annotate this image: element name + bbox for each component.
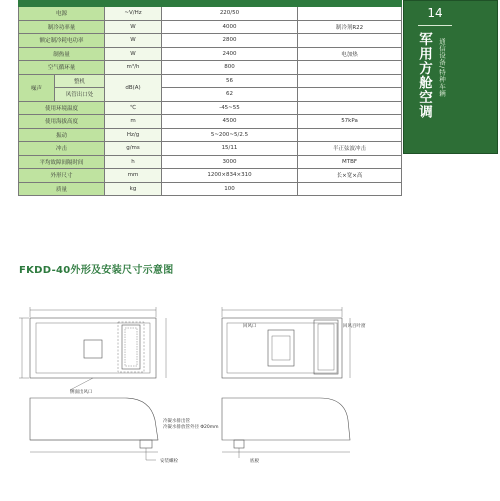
table-row: 使用环境温度 ℃ -45~55 xyxy=(19,101,402,115)
page-number: 14 xyxy=(427,6,443,20)
table-row: 制热量 W 2400 电加热 xyxy=(19,47,402,61)
top-view xyxy=(19,307,166,390)
table-row: 额定制冷耗电功率 W 2800 xyxy=(19,34,402,48)
table-row: 振动 Hz/g 5~200~5/2.5 xyxy=(19,128,402,142)
side-view-right xyxy=(222,398,350,458)
callout-air-inlet: 回风口 xyxy=(243,324,257,329)
table-row: 外形尺寸 mm 1200×834×310 长×宽×高 xyxy=(19,169,402,183)
table-row: 使用海拔高度 m 4500 57kPa xyxy=(19,115,402,129)
table-row: 风管出口处 62 xyxy=(19,88,402,102)
table-row: 制冷功率量 W 4000 制冷剂R22 xyxy=(19,20,402,34)
callouts xyxy=(70,322,366,464)
table-row: 噪声 整机 dB(A) 56 xyxy=(19,74,402,88)
divider xyxy=(418,25,452,26)
callout-base-plate: 底板 xyxy=(250,459,259,464)
side-view xyxy=(30,398,158,460)
callout-return-air-vent: 回风百叶窗 xyxy=(343,324,366,329)
spec-table xyxy=(18,0,402,196)
chapter-subtitle: 通信设备/特种车辆 xyxy=(438,38,446,97)
chapter-title: 军用方舱空调 xyxy=(416,32,432,119)
callout-mount-bolt: 安装螺栓 xyxy=(160,459,178,464)
table-row: 电源 ~V/Hz 220/50 xyxy=(19,7,402,21)
callout-drain-note: 冷凝水排放管外径 Φ20mm xyxy=(163,425,219,430)
front-view xyxy=(222,307,350,378)
dimension-drawing xyxy=(0,290,500,501)
callout-drain-pipe: 冷凝水排出管 xyxy=(163,419,190,424)
table-row: 冲击 g/ms 15/11 半正弦波冲击 xyxy=(19,142,402,156)
table-row: 平均故障间隔时间 h 3000 MTBF xyxy=(19,155,402,169)
callout-side-air-vent: 侧面出风口 xyxy=(70,390,93,395)
table-row: 质量 kg 100 xyxy=(19,182,402,196)
section-title: FKDD-40外形及安装尺寸示意图 xyxy=(19,265,174,276)
table-row: 空气循环量 m³/h 800 xyxy=(19,61,402,75)
